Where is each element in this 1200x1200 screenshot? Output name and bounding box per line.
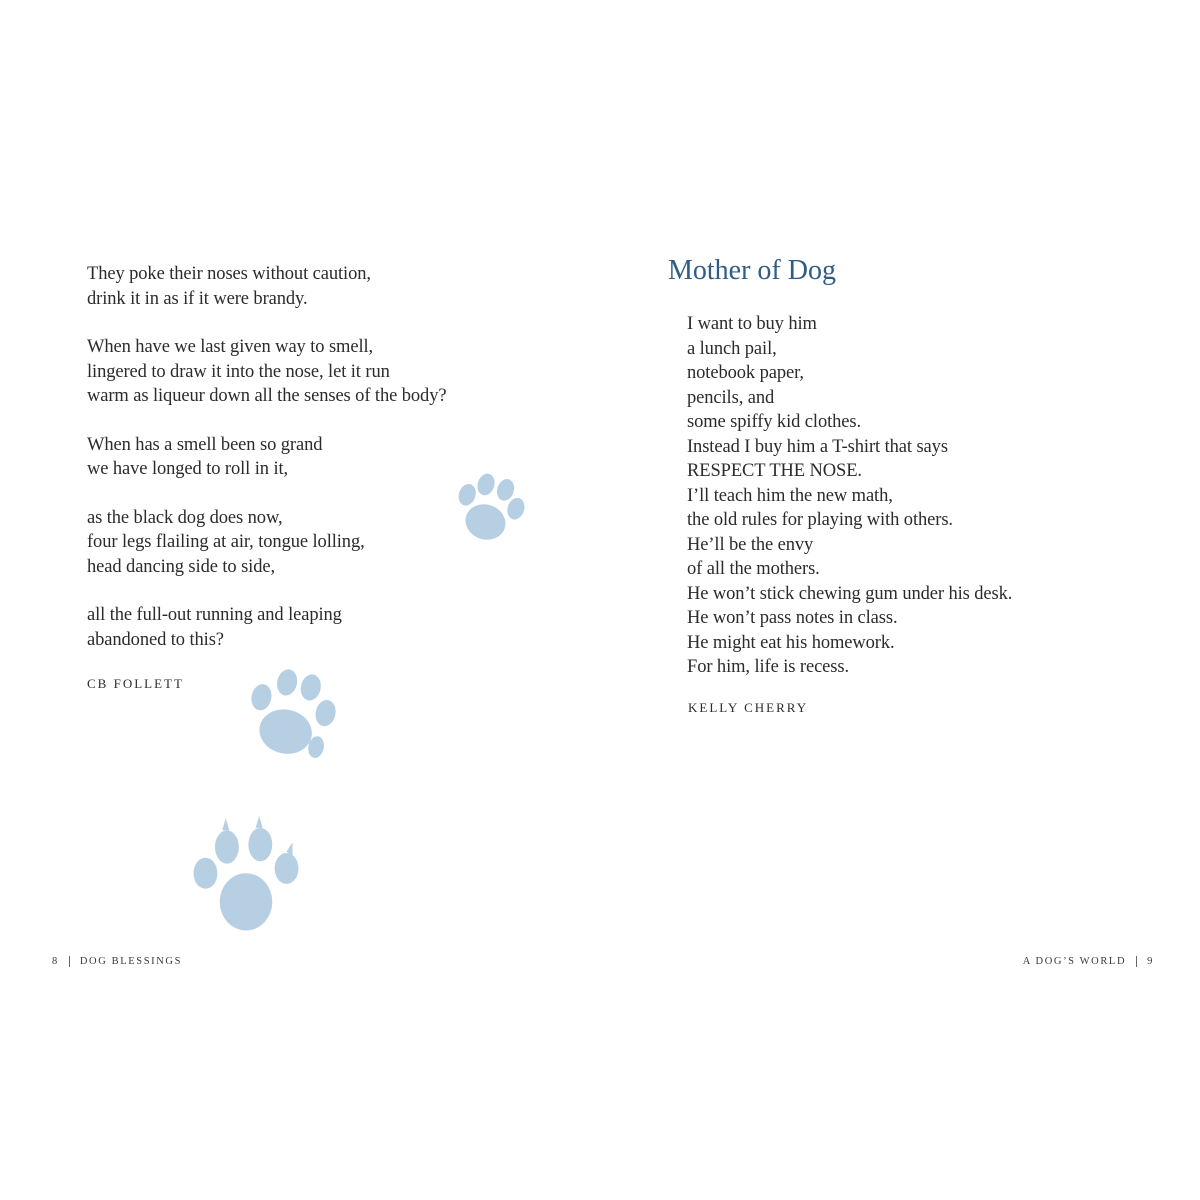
poem-line: When have we last given way to smell, (87, 337, 374, 357)
poem-line: pencils, and (687, 387, 775, 408)
poem-line: as the black dog does now, (87, 507, 283, 528)
poem-line: the old rules for playing with others. (687, 510, 953, 530)
paw-print-icon (236, 662, 346, 772)
poem-line: He won’t pass notes in class. (687, 608, 898, 628)
poem-line: drink it in as if it were brandy. (87, 288, 308, 309)
poem-right-body (687, 312, 1187, 680)
stanza (87, 262, 547, 311)
poem-line: When has a smell been so grand (87, 434, 323, 455)
poem-title: Mother of Dog (668, 255, 836, 286)
poem-line: He’ll be the envy (687, 534, 814, 555)
poem-line: warm as liqueur down all the senses of the body? (87, 386, 447, 406)
poem-author: CB FOLLETT (87, 676, 184, 691)
page-footer (52, 956, 182, 967)
poem-line: Instead I buy him a T-shirt that says (687, 436, 948, 457)
running-head: A DOG’S WORLD (1022, 956, 1127, 967)
stanza (87, 335, 547, 409)
running-head: DOG BLESSINGS (79, 956, 183, 967)
poem-line: He might eat his homework. (687, 632, 895, 653)
poem-line: all the full-out running and leaping (87, 605, 342, 625)
poem-line: I’ll teach him the new math, (687, 485, 893, 506)
poem-line: a lunch pail, (687, 338, 777, 359)
poem-line: four legs flailing at air, tongue lolling, (87, 532, 365, 552)
poem-line: They poke their noses without caution, (87, 264, 371, 284)
footer-divider (69, 956, 70, 967)
paw-print-icon (186, 816, 306, 940)
poem-line: For him, life is recess. (687, 657, 850, 677)
poem-line: notebook paper, (687, 363, 804, 383)
poem-line: some spiffy kid clothes. (687, 412, 862, 432)
footer-divider (1136, 956, 1137, 967)
poem-line: I want to buy him (687, 314, 817, 334)
poem-line: we have longed to roll in it, (87, 459, 289, 479)
poem-line: head dancing side to side, (87, 556, 276, 577)
stanza (87, 603, 547, 652)
poem-line: lingered to draw it into the nose, let it run (87, 361, 390, 382)
poem-author: KELLY CHERRY (688, 700, 809, 715)
poem-line: RESPECT THE NOSE. (687, 461, 862, 481)
poem-line: of all the mothers. (687, 559, 820, 579)
page-footer (1023, 956, 1154, 967)
poem-line: abandoned to this? (87, 629, 224, 650)
poem-line: He won’t stick chewing gum under his desk. (687, 583, 1013, 604)
page-number: 9 (1147, 956, 1154, 967)
paw-print-icon (444, 462, 536, 554)
page-number: 8 (52, 956, 59, 967)
